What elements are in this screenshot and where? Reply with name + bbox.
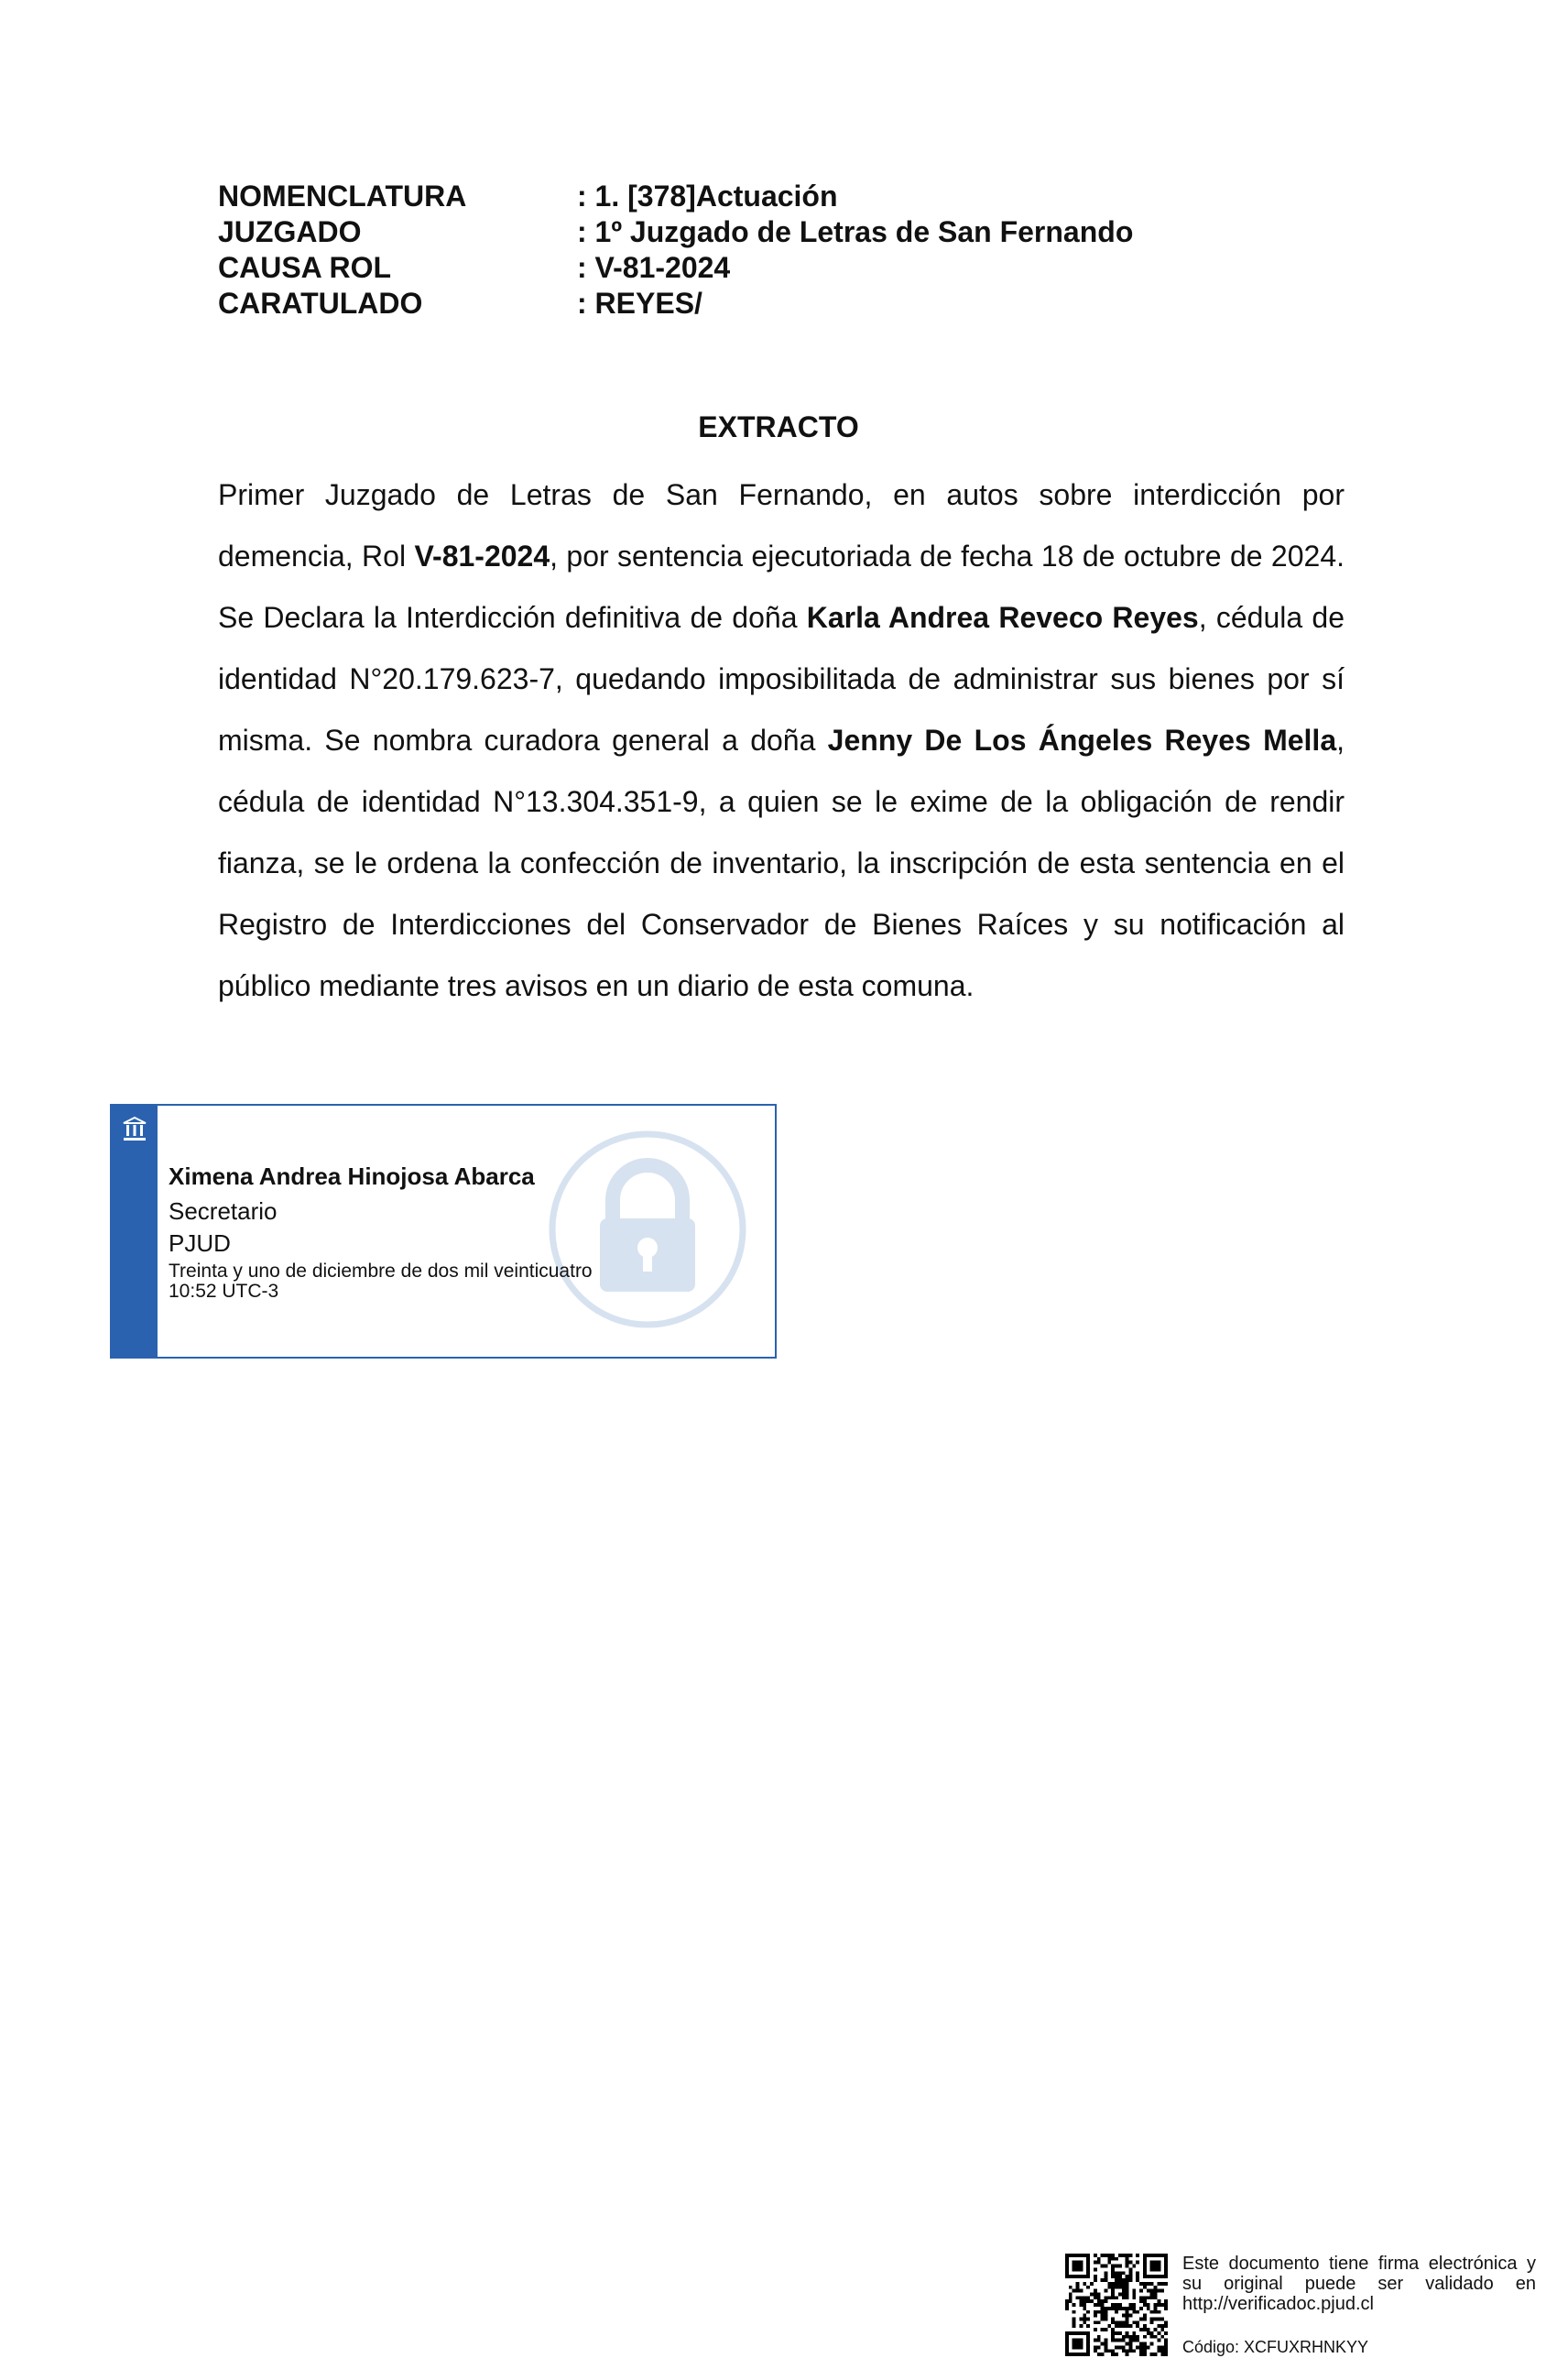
header-row-nomenclatura: [218, 179, 1133, 214]
verification-code: Código: XCFUXRHNKYY: [1182, 2338, 1369, 2356]
header-value: : V-81-2024: [577, 251, 731, 284]
qr-code-icon: [1065, 2254, 1168, 2361]
extract-rol: V-81-2024: [414, 540, 550, 573]
extract-text: , cédula de identidad N°13.304.351-9, a quien se le exime de la obligación de rendir fianza, se le ordena la confección de inventario, la inscripción de esta sentencia en el Registro de Interdicciones del Conservador de Bienes Raíces y su notificación al público mediante tres avisos en un diario de esta comuna.: [218, 724, 1345, 1002]
verification-notice: Este documento tiene firma electrónica y su original puede ser validado en http://verificadoc.pjud.cl: [1182, 2254, 1536, 2314]
header-row-juzgado: [218, 214, 1133, 250]
courthouse-icon: [121, 1115, 148, 1147]
signer-organization: PJUD: [169, 1229, 231, 1257]
lock-icon: [547, 1129, 748, 1335]
signer-role: Secretario: [169, 1197, 278, 1225]
extract-text: , por sentencia ejecutoriada de fecha 18 de octubre de 2024. Se Declara la Interdicción definitiva de doña: [218, 540, 1345, 634]
document-title: EXTRACTO: [698, 410, 859, 443]
extract-interdicted-name: Karla Andrea Reveco Reyes: [806, 601, 1199, 634]
signature-side-bar: [112, 1106, 158, 1357]
extract-text: , cédula de identidad N°20.179.623-7, quedando imposibilitada de administrar sus bienes por sí misma. Se nombra curadora general a doña: [218, 601, 1345, 757]
header-label: NOMENCLATURA: [218, 180, 467, 213]
extract-text: Primer Juzgado de Letras de San Fernando, en autos sobre interdicción por demencia, Rol: [218, 478, 1345, 573]
document-header: [218, 179, 1133, 322]
signature-date-text: Treinta y uno de diciembre de dos mil veinticuatro: [169, 1261, 593, 1282]
header-value: : REYES/: [577, 287, 702, 320]
extract-curator-name: Jenny De Los Ángeles Reyes Mella: [827, 724, 1337, 757]
header-row-causa-rol: [218, 250, 1133, 286]
header-value: : 1. [378]Actuación: [577, 180, 838, 213]
header-label: CAUSA ROL: [218, 251, 392, 284]
signature-time-text: 10:52 UTC-3: [169, 1281, 279, 1302]
header-value: : 1º Juzgado de Letras de San Fernando: [577, 215, 1134, 248]
electronic-signature-box: [110, 1104, 777, 1359]
header-label: CARATULADO: [218, 287, 423, 320]
header-row-caratulado: [218, 286, 1133, 322]
header-label: JUZGADO: [218, 215, 362, 248]
extract-body: [218, 464, 1345, 1017]
signer-name: Ximena Andrea Hinojosa Abarca: [169, 1163, 535, 1190]
signature-date: [169, 1261, 681, 1302]
